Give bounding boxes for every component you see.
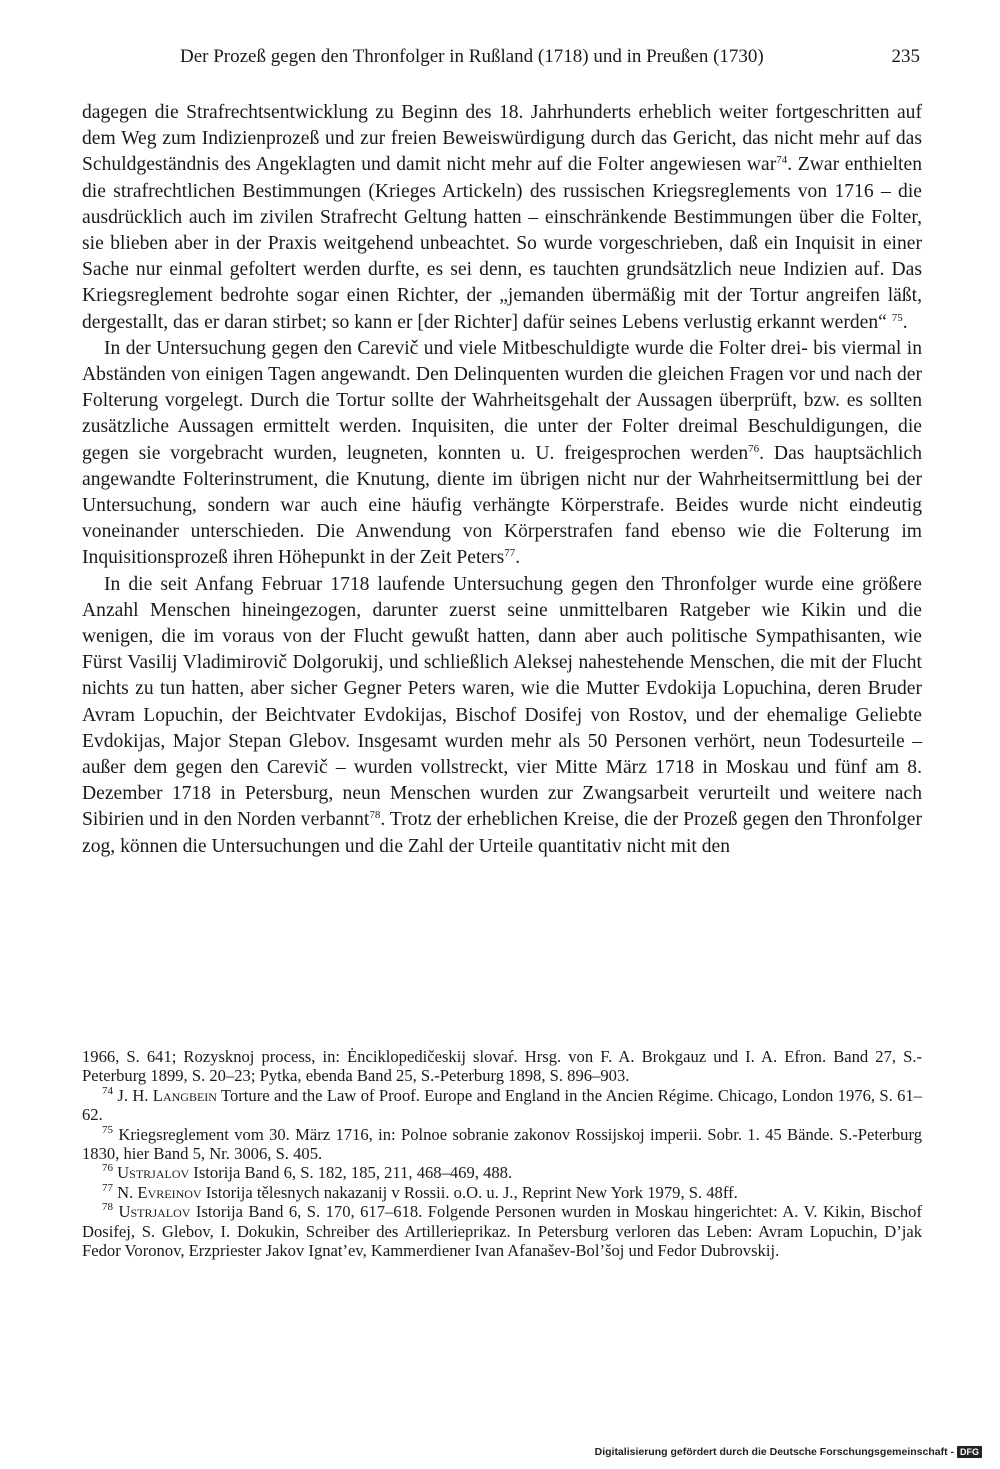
footnote-author: J. H. Langbein [117,1085,217,1105]
paragraph [82,572,922,860]
footnote-ref: 74 [776,154,788,167]
footnotes [82,1047,922,1260]
footnote-75 [82,1125,922,1164]
footnote-number: 77 [102,1181,113,1194]
footnote-number: 74 [102,1084,113,1097]
footnote-text: Istorija Band 6, S. 170, 617–618. Folgende Personen wurden in Moskau hingerichtet: A. V. Kikin, Bischof Dosifej, S. Glebov, I. Dokukin, Schreiber des Artillerieprikaz. In Petersburg verloren das Leben: Avram Lopuchin, D’jak Fedor Voronov, Erzpriester Jakov Ignat’ev, Kammerdiener Ivan Afanašev-Bol’šoj und Fedor Dubrovskij. [82,1202,922,1261]
digitization-footer [595,1446,982,1458]
text-run: In der Untersuchung gegen den Carevič und viele Mitbeschuldigte wurde die Folter drei- bis viermal in Abständen von einigen Tagen angewandt. Den Delinquenten wurden die gleichen Fragen vor und nach der Folterung vorgelegt. Durch die Tortur sollte der Wahrheitsgehalt der Aussagen überprüft, bzw. es sollten zusätzliche Aussagen ermittelt werden. Inquisiten, die unter der Folter dreimal Beschuldigungen, die gegen sie vorgebracht wurden, leugneten, konnten u. U. freigesprochen werden [82,337,922,464]
dfg-logo-icon: DFG [957,1446,982,1458]
paragraph [82,100,922,336]
footnote-number: 78 [102,1201,113,1214]
running-title: Der Prozeß gegen den Thronfolger in Rußland (1718) und in Preußen (1730) [180,46,764,67]
footnote-ref: 75 [891,311,903,324]
footnote-text: Kriegsreglement vom 30. März 1716, in: Polnoe sobranie zakonov Rossijskoj imperii. Sobr. 1. 45 Bände. S.-Peterburg 1830, hier Band 5, Nr. 3006, S. 405. [82,1124,922,1164]
footnote-text: Istorija tělesnych nakazanij v Rossii. o.O. u. J., Reprint New York 1979, S. 48ff. [201,1182,738,1202]
footnote-text: Torture and the Law of Proof. Europe and England in the Ancien Régime. Chicago, London 1976, S. 61–62. [82,1085,922,1125]
main-text [82,100,922,860]
text-run: In die seit Anfang Februar 1718 laufende Untersuchung gegen den Thronfolger wurde eine größere Anzahl Menschen hineingezogen, darunter zuerst seine unmittelbaren Ratgeber wie Kikin und die wenigen, die im voraus von der Flucht gewußt hatten, dann aber auch politische Sympathisanten, wie Fürst Vasilij Vladimirovič Dolgorukij, und schließlich Aleksej nahestehende Menschen, die mit der Flucht nichts zu tun hatten, aber sicher Gegner Peters waren, wie die Mutter Evdokija Lopuchina, deren Bruder Avram Lopuchin, der Beichtvater Evdokijas, Bischof Dosifej von Rostov, und der ehemalige Geliebte Evdokijas, Major Stepan Glebov. Insgesamt wurden mehr als 50 Personen verhört, neun Todesurteile – außer dem gegen den Carevič – wurden vollstreckt, vier Mitte März 1718 in Moskau und fünf am 8. Dezember 1718 in Petersburg, neun Menschen wurden zur Zwangsarbeit verurteilt und weitere nach Sibirien und in den Norden verbannt [82,573,922,831]
footnote-continuation: 1966, S. 641; Rozysknoj process, in: Ėnciklopedičeskij slovaŕ. Hrsg. von F. A. Brokgauz und I. A. Efron. Band 27, S.-Peterburg 1899, S. 20–23; Pytka, ebenda Band 25, S.-Peterburg 1898, S. 896–903. [82,1047,922,1086]
footnote-text: Istorija Band 6, S. 182, 185, 211, 468–469, 488. [189,1163,513,1183]
text-run: . Trotz der erheblichen Kreise, die der Prozeß gegen den Thronfolger zog, können die Untersuchungen und die Zahl der Urteile quantitativ nicht mit den [82,809,922,857]
digitization-note: Digitalisierung gefördert durch die Deutsche Forschungsgemeinschaft - [594,1446,954,1458]
footnote-ref: 76 [748,442,760,455]
footnote-author: Ustrjalov [117,1163,190,1183]
text-run: dagegen die Strafrechtsentwicklung zu Beginn des 18. Jahrhunderts erheblich weiter fortgeschritten auf dem Weg zum Indizienprozeß und zur freien Beweiswürdigung durch das Gericht, das nicht mehr auf das Schuldgeständnis des Angeklagten und damit nicht mehr auf die Folter angewiesen war [82,102,922,176]
footnote-78 [82,1202,922,1260]
footnote-author: Ustrjalov [118,1202,191,1222]
text-run: . [902,311,908,333]
paragraph [82,336,922,572]
footnote-author: N. Evreinov [117,1182,202,1202]
text-run: . [515,547,521,569]
footnote-76 [82,1163,922,1182]
footnote-74 [82,1086,922,1125]
footnote-ref: 77 [504,547,516,560]
running-header [180,46,920,68]
text-run: . Das hauptsächlich angewandte Folterinstrument, die Knutung, diente im übrigen nicht nur der Wahrheitsermittlung bei der Untersuchung, sondern war auch eine häufig verhängte Körperstrafe. Beides wurde nicht eindeutig voneinander unterschieden. Die Anwendung von Körperstrafen fand ebenso wie die Folterung im Inquisitionsprozeß ihren Höhepunkt in der Zeit Peters [82,442,922,569]
page-number: 235 [891,46,920,67]
footnote-number: 75 [102,1123,113,1136]
text-run: . Zwar enthielten die strafrechtlichen Bestimmungen (Krieges Artickeln) des russischen Kriegsreglements von 1716 – die ausdrücklich auch im zivilen Strafrecht Geltung hatten – einschränkende Bestimmungen über die Folter, sie blieben aber in der Praxis weitgehend unbeachtet. So wurde vorgeschrieben, daß ein Inquisit in einer Sache nur einmal gefoltert werden durfte, es sei denn, es tauchten grundsätzlich neue Indizien auf. Das Kriegsreglement bedrohte sogar einen Richter, der „jemanden übermäßig mit der Tortur angreifen läßt, dergestallt, das er daran stirbet; so kann er [der Richter] dafür seines Lebens verlustig erkannt werden“ [82,154,922,333]
footnote-number: 76 [102,1162,113,1175]
footnote-77 [82,1183,922,1202]
footnote-ref: 78 [369,809,381,822]
